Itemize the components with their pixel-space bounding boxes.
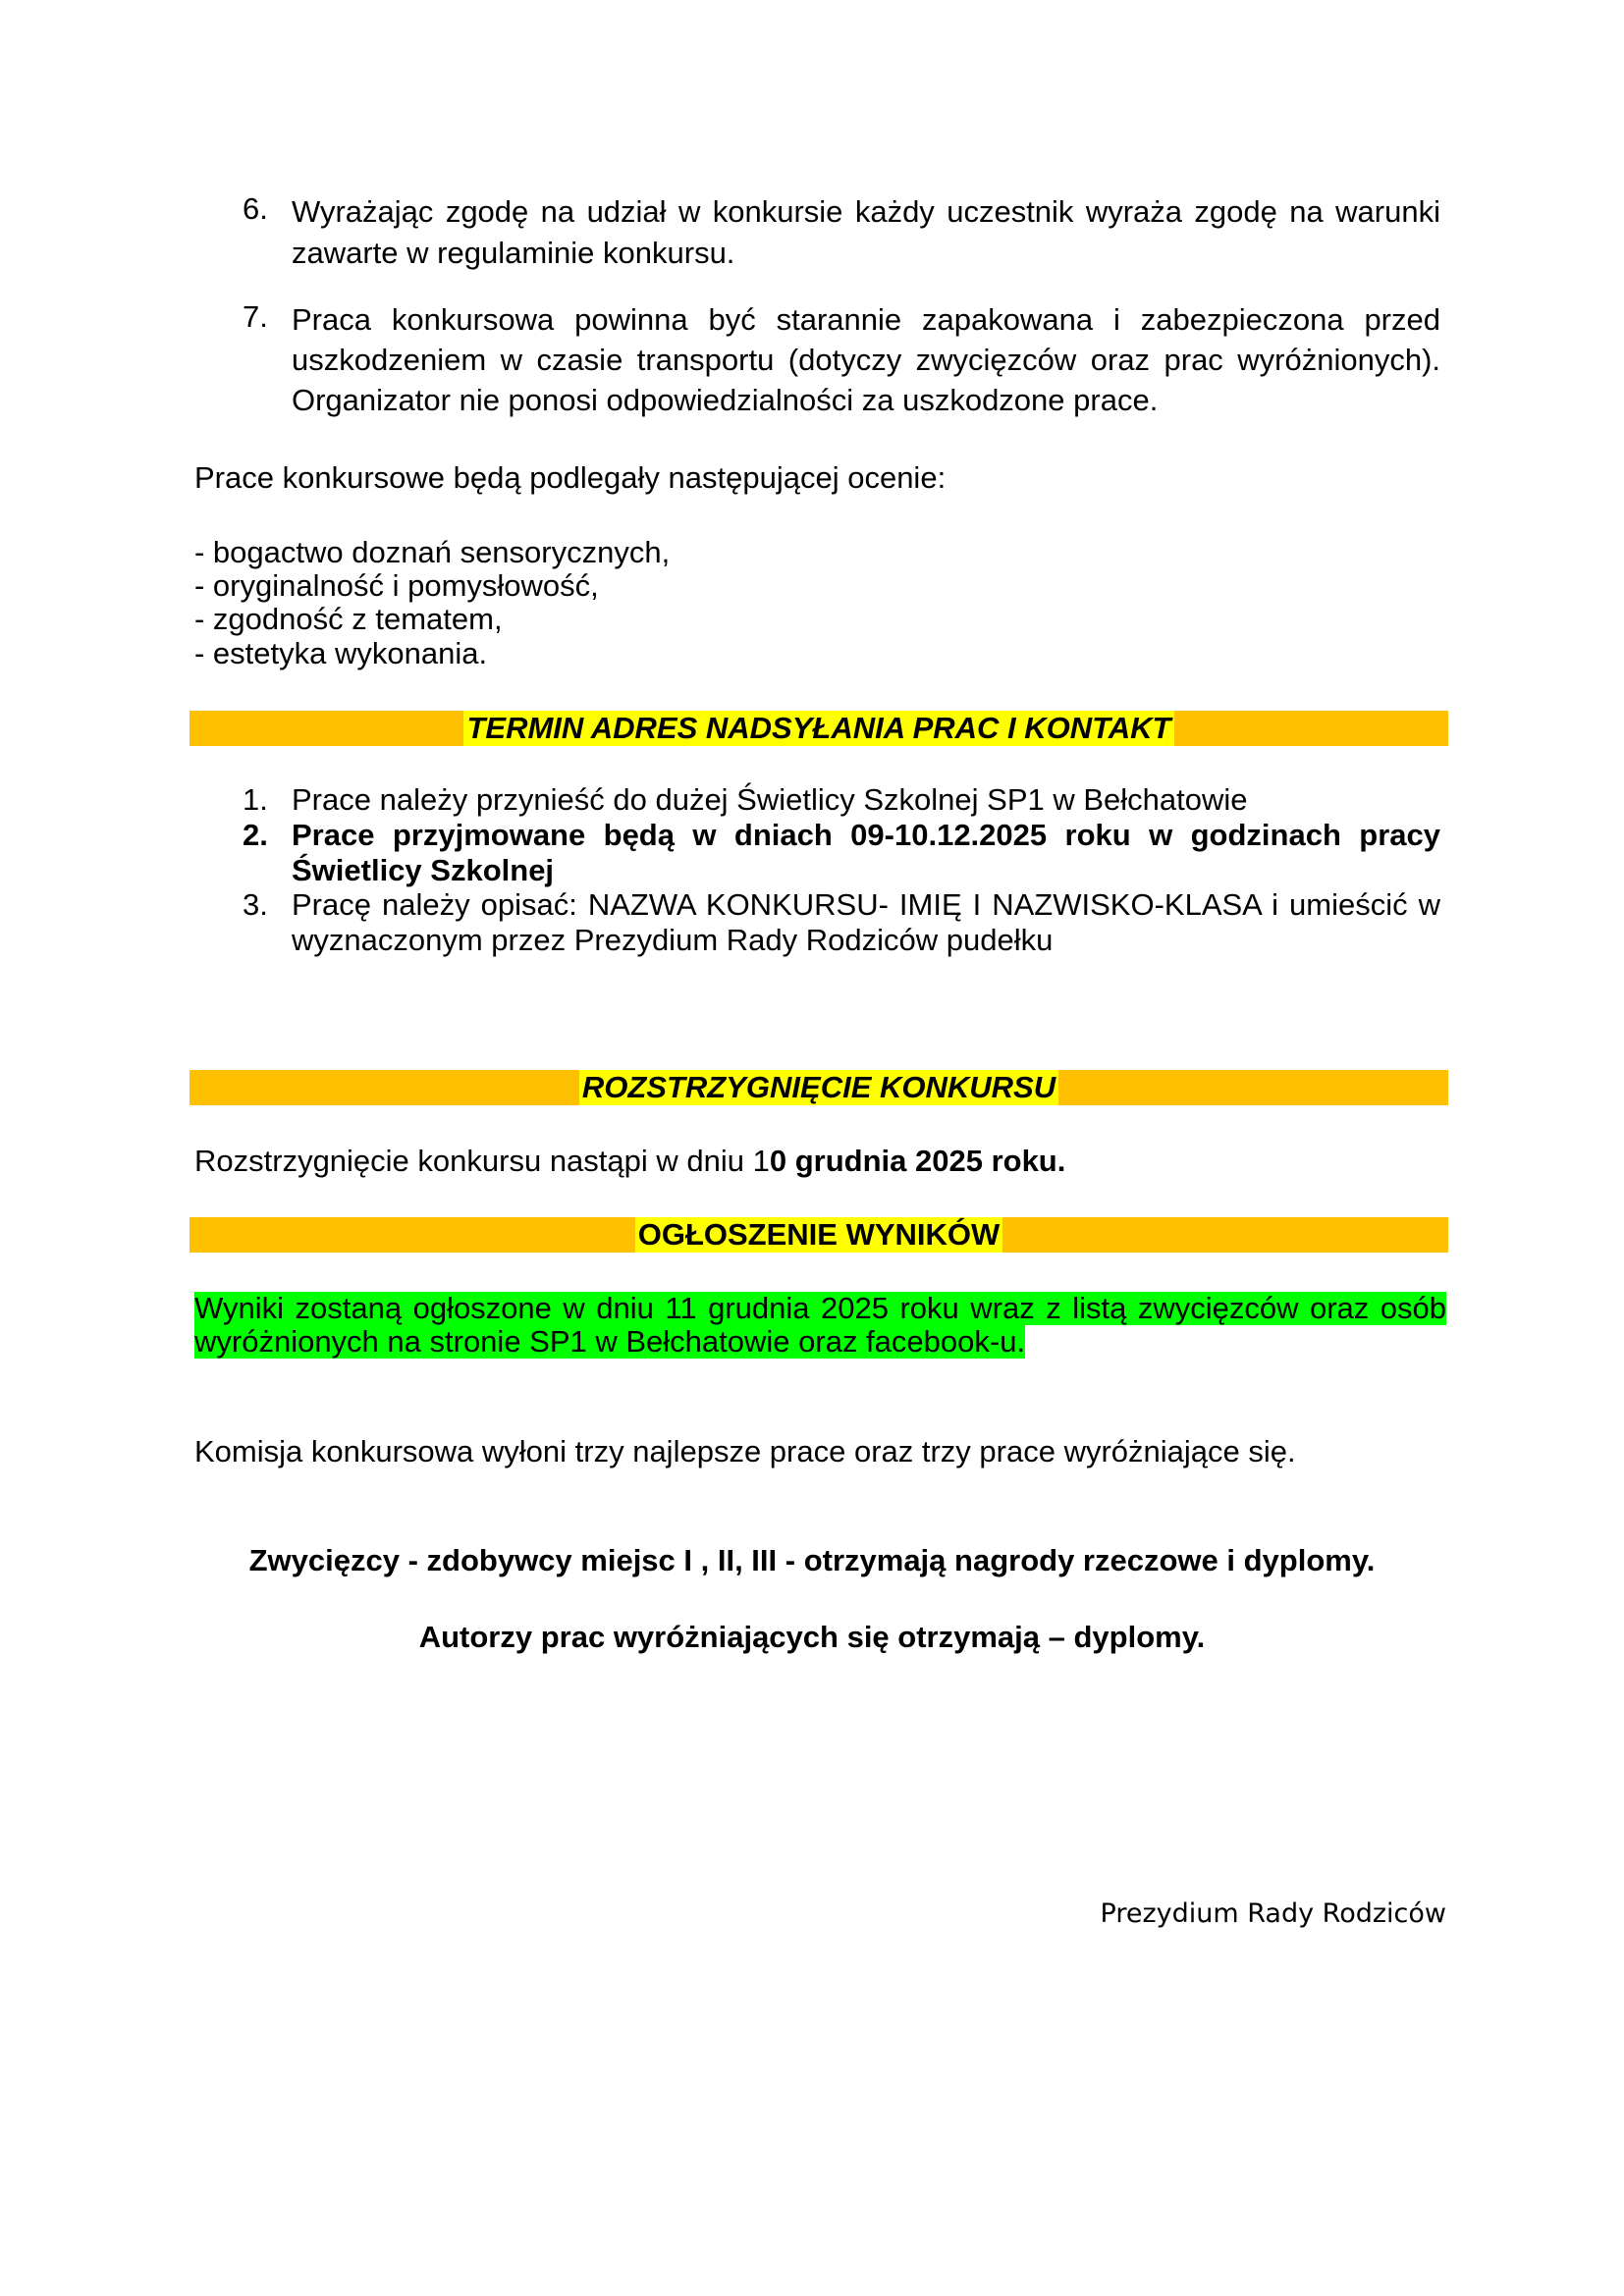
criteria-item: - oryginalność i pomysłowość,	[194, 568, 599, 603]
commission-text: Komisja konkursowa wyłoni trzy najlepsze prace oraz trzy prace wyróżniające się.	[194, 1434, 1296, 1468]
list-number: 3.	[243, 887, 268, 922]
termin-item-2	[243, 818, 1440, 888]
evaluation-intro: Prace konkursowe będą podlegały następującej ocenie:	[194, 460, 947, 495]
results-line-2: wyróżnionych na stronie SP1 w Bełchatowie oraz facebook-u.	[194, 1324, 1026, 1359]
list-number: 1.	[243, 782, 268, 817]
prizes-winners: Zwycięzcy - zdobywcy miejsc I , II, III - otrzymają nagrody rzeczowe i dyplomy.	[248, 1543, 1376, 1577]
criteria-item: - estetyka wykonania.	[194, 636, 488, 670]
section-header-wyniki	[189, 1217, 1448, 1253]
resolution-date-text	[194, 1144, 1065, 1179]
section-title: OGŁOSZENIE WYNIKÓW	[635, 1217, 1003, 1253]
termin-item-3	[243, 887, 1440, 958]
resolution-text-bold: 0 grudnia 2025 roku.	[769, 1144, 1066, 1178]
list-item-text: Wyrażając zgodę na udział w konkursie każdy uczestnik wyraża zgodę na warunki zawarte w regulaminie konkursu.	[292, 194, 1440, 270]
list-number: 2.	[243, 818, 268, 852]
list-item-text: Prace należy przynieść do dużej Świetlicy Szkolnej SP1 w Bełchatowie	[292, 782, 1248, 817]
resolution-text-plain: Rozstrzygnięcie konkursu nastąpi w dniu 1	[194, 1144, 770, 1178]
prizes-distinguished: Autorzy prac wyróżniających się otrzymają – dyplomy.	[418, 1620, 1206, 1654]
list-item-text: Pracę należy opisać: NAZWA KONKURSU- IMIĘ I NAZWISKO-KLASA i umieścić w wyznaczonym przez Prezydium Rady Rodziców pudełku	[292, 887, 1440, 957]
section-header-rozstrzygniecie	[189, 1070, 1448, 1105]
termin-item-1	[243, 782, 1440, 818]
list-number: 6.	[243, 191, 268, 226]
list-number: 7.	[243, 299, 268, 334]
results-announcement	[194, 1292, 1446, 1359]
list-item-text: Praca konkursowa powinna być starannie zapakowana i zabezpieczona przed uszkodzeniem w czasie transportu (dotyczy zwycięzców oraz prac wyróżnionych). Organizator nie ponosi odpowiedzialności za uszkodzone prace.	[292, 302, 1440, 417]
results-line-1: Wyniki zostaną ogłoszone w dniu 11 grudnia 2025 roku wraz z listą zwycięzców oraz osób	[194, 1291, 1446, 1325]
section-header-termin	[189, 711, 1448, 746]
section-title: ROZSTRZYGNIĘCIE KONKURSU	[579, 1070, 1058, 1105]
criteria-item: - zgodność z tematem,	[194, 602, 503, 636]
criteria-item: - bogactwo doznań sensorycznych,	[194, 535, 671, 569]
signature: Prezydium Rady Rodziców	[1100, 1898, 1446, 1929]
list-item-text: Prace przyjmowane będą w dniach 09-10.12.2025 roku w godzinach pracy Świetlicy Szkolnej	[292, 818, 1440, 887]
list-item-6	[243, 191, 1440, 274]
section-title: TERMIN ADRES NADSYŁANIA PRAC I KONTAKT	[463, 711, 1173, 746]
list-item-7	[243, 299, 1440, 420]
